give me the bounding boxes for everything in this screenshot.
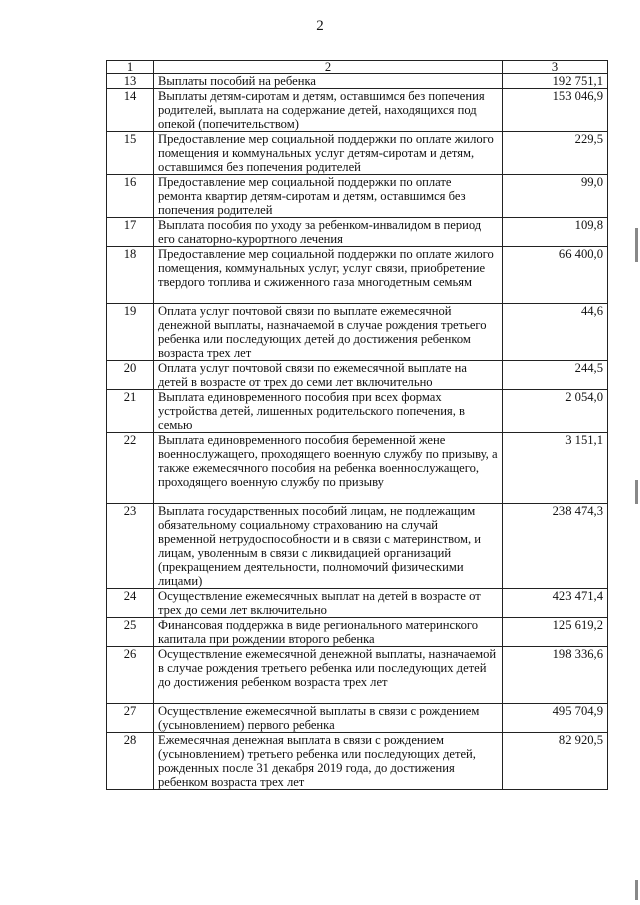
table-row — [107, 618, 608, 647]
row-number: 25 — [107, 618, 154, 647]
table-row — [107, 218, 608, 247]
budget-table — [106, 60, 608, 790]
row-amount: 192 751,1 — [503, 74, 608, 89]
table-row — [107, 647, 608, 704]
table-row — [107, 390, 608, 433]
table-row — [107, 504, 608, 589]
row-amount: 238 474,3 — [503, 504, 608, 589]
scan-edge-mark — [635, 228, 638, 262]
row-number: 26 — [107, 647, 154, 704]
row-description: Выплата пособия по уходу за ребенком-инвалидом в период его санаторно-курортного лечения — [154, 218, 503, 247]
scan-edge-mark — [635, 480, 638, 504]
row-amount: 495 704,9 — [503, 704, 608, 733]
table-row — [107, 433, 608, 504]
row-number: 19 — [107, 304, 154, 361]
row-number: 17 — [107, 218, 154, 247]
row-description: Выплаты детям-сиротам и детям, оставшимся без попечения родителей, выплата на содержание детей, находящихся под опекой (попечительством) — [154, 89, 503, 132]
row-number: 20 — [107, 361, 154, 390]
row-description: Оплата услуг почтовой связи по ежемесячной выплате на детей в возрасте от трех до семи лет включительно — [154, 361, 503, 390]
row-description: Выплаты пособий на ребенка — [154, 74, 503, 89]
table-row — [107, 304, 608, 361]
row-description: Выплата единовременного пособия беременной жене военнослужащего, проходящего военную службу по призыву, а также ежемесячного пособия на ребенка военнослужащего, проходящего военную службу по призыву — [154, 433, 503, 504]
row-amount: 99,0 — [503, 175, 608, 218]
row-description: Выплата государственных пособий лицам, не подлежащим обязательному социальному страхованию на случай временной нетрудоспособности и в связи с материнством, и лицам, уволенным в связи с ликвидацией организаций (прекращением деятельности, полномочий физическими лицами) — [154, 504, 503, 589]
row-number: 21 — [107, 390, 154, 433]
row-amount: 229,5 — [503, 132, 608, 175]
row-amount: 3 151,1 — [503, 433, 608, 504]
table-row — [107, 132, 608, 175]
table-row — [107, 361, 608, 390]
row-description: Предоставление мер социальной поддержки по оплате жилого помещения, коммунальных услуг, услуг связи, приобретение твердого топлива и сжиженного газа многодетным семьям — [154, 247, 503, 304]
table-row — [107, 89, 608, 132]
row-number: 27 — [107, 704, 154, 733]
row-description: Оплата услуг почтовой связи по выплате ежемесячной денежной выплаты, назначаемой в случае рождения третьего ребенка или последующих детей до достижения ребенком возраста трех лет — [154, 304, 503, 361]
row-number: 16 — [107, 175, 154, 218]
table-row — [107, 733, 608, 790]
row-amount: 82 920,5 — [503, 733, 608, 790]
row-description: Осуществление ежемесячной выплаты в связи с рождением (усыновлением) первого ребенка — [154, 704, 503, 733]
column-header-number: 1 — [107, 61, 154, 74]
table-row — [107, 247, 608, 304]
row-amount: 109,8 — [503, 218, 608, 247]
row-description: Осуществление ежемесячной денежной выплаты, назначаемой в случае рождения третьего ребенка или последующих детей до достижения ребенком возраста трех лет — [154, 647, 503, 704]
row-amount: 423 471,4 — [503, 589, 608, 618]
table-row — [107, 175, 608, 218]
row-amount: 125 619,2 — [503, 618, 608, 647]
row-amount: 44,6 — [503, 304, 608, 361]
column-header-description: 2 — [154, 61, 503, 74]
row-description: Выплата единовременного пособия при всех формах устройства детей, лишенных родительского попечения, в семью — [154, 390, 503, 433]
row-amount: 198 336,6 — [503, 647, 608, 704]
row-number: 23 — [107, 504, 154, 589]
row-number: 15 — [107, 132, 154, 175]
row-amount: 244,5 — [503, 361, 608, 390]
table-body — [107, 74, 608, 790]
table-row — [107, 704, 608, 733]
table-header-row — [107, 61, 608, 74]
row-number: 14 — [107, 89, 154, 132]
table-row — [107, 74, 608, 89]
row-number: 24 — [107, 589, 154, 618]
row-description: Предоставление мер социальной поддержки по оплате жилого помещения и коммунальных услуг детям-сиротам и детям, оставшимся без попечения родителей — [154, 132, 503, 175]
row-amount: 66 400,0 — [503, 247, 608, 304]
page-number: 2 — [316, 18, 324, 34]
row-description: Ежемесячная денежная выплата в связи с рождением (усыновлением) третьего ребенка или последующих детей, рожденных после 31 декабря 2019 года, до достижения ребенком возраста трех лет — [154, 733, 503, 790]
row-amount: 2 054,0 — [503, 390, 608, 433]
scan-edge-mark — [635, 880, 638, 900]
row-number: 18 — [107, 247, 154, 304]
column-header-amount: 3 — [503, 61, 608, 74]
table-row — [107, 589, 608, 618]
row-number: 22 — [107, 433, 154, 504]
row-description: Финансовая поддержка в виде регионального материнского капитала при рождении второго ребенка — [154, 618, 503, 647]
row-description: Осуществление ежемесячных выплат на детей в возрасте от трех до семи лет включительно — [154, 589, 503, 618]
row-description: Предоставление мер социальной поддержки по оплате ремонта квартир детям-сиротам и детям, оставшимся без попечения родителей — [154, 175, 503, 218]
row-number: 13 — [107, 74, 154, 89]
row-amount: 153 046,9 — [503, 89, 608, 132]
row-number: 28 — [107, 733, 154, 790]
